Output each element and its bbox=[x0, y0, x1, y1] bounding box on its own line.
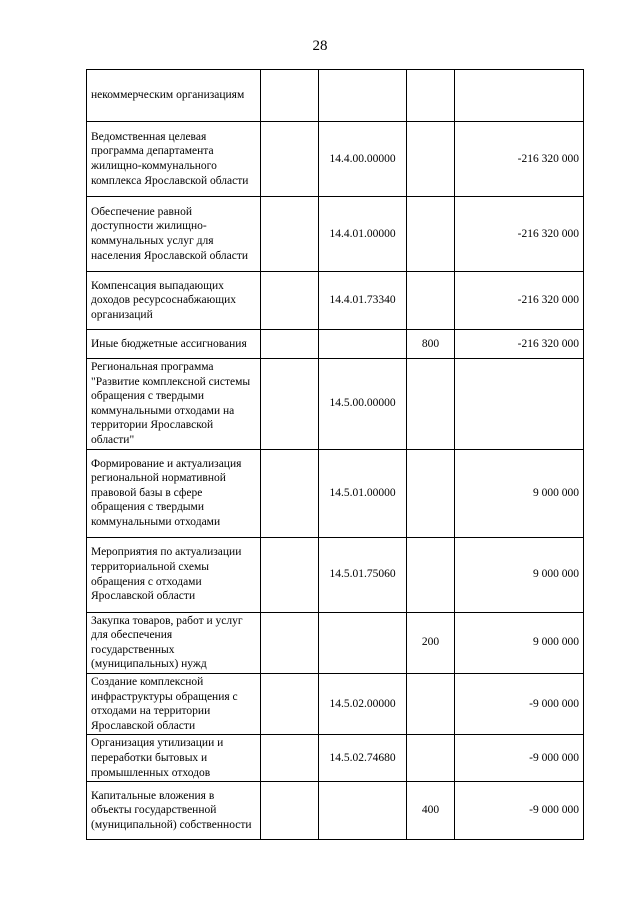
row-expense-type-cell: 800 bbox=[407, 330, 455, 359]
row-name-cell: Создание комплексной инфраструктуры обращения с отходами на территории Ярославской области bbox=[87, 673, 261, 734]
row-code-cell: 14.4.01.00000 bbox=[319, 197, 407, 272]
table-row bbox=[87, 537, 584, 612]
row-expense-type-cell: 200 bbox=[407, 612, 455, 673]
row-name-cell: Организация утилизации и переработки бытовых и промышленных отходов bbox=[87, 735, 261, 782]
row-expense-type-cell bbox=[407, 673, 455, 734]
row-amount-cell bbox=[455, 359, 584, 450]
row-name-cell: Иные бюджетные ассигнования bbox=[87, 330, 261, 359]
row-expense-type-cell bbox=[407, 449, 455, 537]
row-expense-type-cell bbox=[407, 70, 455, 122]
row-amount-cell: -9 000 000 bbox=[455, 735, 584, 782]
row-name-cell: Компенсация выпадающих доходов ресурсоснабжающих организаций bbox=[87, 272, 261, 330]
row-name-cell: Формирование и актуализация региональной нормативной правовой базы в сфере обращения с твердыми коммунальными отходами bbox=[87, 449, 261, 537]
row-amount-cell: 9 000 000 bbox=[455, 612, 584, 673]
row-expense-type-cell bbox=[407, 537, 455, 612]
table-row bbox=[87, 272, 584, 330]
row-amount-cell: 9 000 000 bbox=[455, 449, 584, 537]
table-row bbox=[87, 197, 584, 272]
table-row bbox=[87, 70, 584, 122]
row-amount-cell: -216 320 000 bbox=[455, 122, 584, 197]
row-code-cell: 14.5.02.74680 bbox=[319, 735, 407, 782]
row-blank-cell bbox=[261, 359, 319, 450]
row-code-cell: 14.5.01.00000 bbox=[319, 449, 407, 537]
row-name-cell: некоммерческим организациям bbox=[87, 70, 261, 122]
row-blank-cell bbox=[261, 782, 319, 840]
page-number: 28 bbox=[312, 38, 328, 54]
table-row bbox=[87, 782, 584, 840]
table-row bbox=[87, 330, 584, 359]
row-name-cell: Обеспечение равной доступности жилищно-коммунальных услуг для населения Ярославской области bbox=[87, 197, 261, 272]
row-blank-cell bbox=[261, 272, 319, 330]
row-expense-type-cell bbox=[407, 197, 455, 272]
table-row bbox=[87, 359, 584, 450]
row-amount-cell: -216 320 000 bbox=[455, 197, 584, 272]
row-code-cell: 14.4.00.00000 bbox=[319, 122, 407, 197]
row-name-cell: Закупка товаров, работ и услуг для обеспечения государственных (муниципальных) нужд bbox=[87, 612, 261, 673]
row-blank-cell bbox=[261, 449, 319, 537]
row-name-cell: Региональная программа "Развитие комплексной системы обращения с твердыми коммунальными отходами на территории Ярославской области" bbox=[87, 359, 261, 450]
row-code-cell bbox=[319, 612, 407, 673]
row-code-cell bbox=[319, 782, 407, 840]
row-code-cell: 14.5.02.00000 bbox=[319, 673, 407, 734]
row-blank-cell bbox=[261, 70, 319, 122]
row-amount-cell bbox=[455, 70, 584, 122]
row-blank-cell bbox=[261, 122, 319, 197]
row-expense-type-cell: 400 bbox=[407, 782, 455, 840]
row-blank-cell bbox=[261, 330, 319, 359]
row-expense-type-cell bbox=[407, 359, 455, 450]
row-amount-cell: -216 320 000 bbox=[455, 330, 584, 359]
row-code-cell: 14.4.01.73340 bbox=[319, 272, 407, 330]
row-expense-type-cell bbox=[407, 272, 455, 330]
table-row bbox=[87, 612, 584, 673]
budget-table-body bbox=[87, 70, 584, 840]
row-expense-type-cell bbox=[407, 735, 455, 782]
row-blank-cell bbox=[261, 673, 319, 734]
row-expense-type-cell bbox=[407, 122, 455, 197]
row-blank-cell bbox=[261, 612, 319, 673]
row-name-cell: Ведомственная целевая программа департамента жилищно-коммунального комплекса Ярославской области bbox=[87, 122, 261, 197]
row-code-cell bbox=[319, 70, 407, 122]
row-name-cell: Мероприятия по актуализации территориальной схемы обращения с отходами Ярославской области bbox=[87, 537, 261, 612]
row-name-cell: Капитальные вложения в объекты государственной (муниципальной) собственности bbox=[87, 782, 261, 840]
row-code-cell: 14.5.01.75060 bbox=[319, 537, 407, 612]
row-amount-cell: -9 000 000 bbox=[455, 782, 584, 840]
row-amount-cell: -216 320 000 bbox=[455, 272, 584, 330]
table-row bbox=[87, 735, 584, 782]
row-blank-cell bbox=[261, 537, 319, 612]
budget-table bbox=[86, 69, 584, 840]
row-code-cell: 14.5.00.00000 bbox=[319, 359, 407, 450]
table-row bbox=[87, 122, 584, 197]
row-amount-cell: -9 000 000 bbox=[455, 673, 584, 734]
row-code-cell bbox=[319, 330, 407, 359]
row-blank-cell bbox=[261, 197, 319, 272]
table-row bbox=[87, 673, 584, 734]
table-row bbox=[87, 449, 584, 537]
row-amount-cell: 9 000 000 bbox=[455, 537, 584, 612]
row-blank-cell bbox=[261, 735, 319, 782]
